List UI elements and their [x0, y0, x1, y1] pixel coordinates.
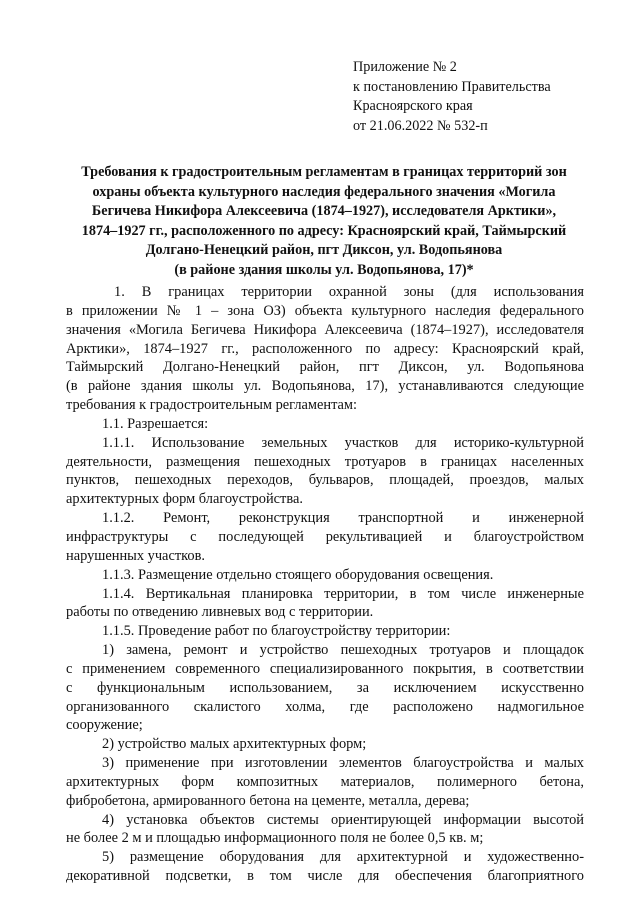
- body-line: в приложении № 1 – зона ОЗ) объекта культурного наследия федерального: [66, 302, 584, 319]
- body-line: организованного скалистого холма, где расположено надмогильное: [66, 698, 584, 715]
- body-line: Арктики», 1874–1927 гг., расположенного по адресу: Красноярский край,: [66, 340, 584, 357]
- body-line: сооружение;: [66, 717, 143, 734]
- body-line: 4) установка объектов системы ориентирующей информации высотой: [102, 811, 584, 828]
- body-line: не более 2 м и площадью информационного поля не более 0,5 кв. м;: [66, 830, 484, 847]
- body-line: 1. В границах территории охранной зоны (для использования: [114, 284, 584, 300]
- body-line: с функциональным использованием, за исключением искусственно: [66, 679, 584, 696]
- body-line: требования к градостроительным регламентам:: [66, 397, 358, 414]
- body-line: 1) замена, ремонт и устройство пешеходных тротуаров и площадок: [102, 642, 584, 659]
- title-line: охраны объекта культурного наследия федерального значения «Могила: [92, 183, 556, 200]
- body-line: (в районе здания школы ул. Водопьянова, 17), устанавливаются следующие: [66, 378, 584, 395]
- body-line: значения «Могила Бегичева Никифора Алексеевича (1874–1927), исследователя: [66, 321, 584, 338]
- appendix-line: от 21.06.2022 № 532-п: [353, 117, 488, 134]
- body-line: с применением современного специализированного покрытия, в соответствии: [66, 660, 584, 677]
- body-line: пунктов, пешеходных переходов, бульваров, площадей, проездов, малых: [66, 472, 584, 489]
- body-line: фибробетона, армированного бетона на цементе, металла, дерева;: [66, 792, 470, 809]
- appendix-header: [353, 58, 551, 136]
- body-line: 2) устройство малых архитектурных форм;: [102, 736, 367, 753]
- body-line: архитектурных форм композитных материалов, полимерного бетона,: [66, 773, 584, 790]
- body-line: 3) применение при изготовлении элементов благоустройства и малых: [102, 755, 584, 772]
- body-line: 1.1.5. Проведение работ по благоустройству территории:: [102, 623, 451, 640]
- body-line: Таймырский Долгано-Ненецкий район, пгт Диксон, ул. Водопьянова: [66, 359, 584, 376]
- document-title: [62, 163, 586, 281]
- body-line: работы по отведению ливневых вод с территории.: [66, 604, 374, 621]
- body-line: 1.1.4. Вертикальная планировка территории, в том числе инженерные: [102, 585, 584, 602]
- body-line: 1.1.1. Использование земельных участков для историко-культурной: [102, 434, 584, 451]
- title-line: Требования к градостроительным регламентам в границах территорий зон: [81, 164, 567, 180]
- body-line: 5) размещение оборудования для архитектурной и художественно-: [102, 849, 584, 866]
- body-line: нарушенных участков.: [66, 547, 205, 564]
- body-line: архитектурных форм благоустройства.: [66, 491, 303, 508]
- title-line: (в районе здания школы ул. Водопьянова, 17)*: [174, 261, 474, 278]
- title-line: 1874–1927 гг., расположенного по адресу: Красноярский край, Таймырский: [81, 222, 567, 239]
- title-line: Бегичева Никифора Алексеевича (1874–1927), исследователя Арктики»,: [91, 203, 557, 220]
- body-line: 1.1.3. Размещение отдельно стоящего оборудования освещения.: [102, 566, 494, 583]
- title-line: Долгано-Ненецкий район, пгт Диксон, ул. Водопьянова: [145, 242, 503, 259]
- appendix-line: Красноярского края: [353, 98, 473, 114]
- body-line: декоративной подсветки, в том числе для обеспечения благоприятного: [66, 868, 584, 885]
- appendix-line: к постановлению Правительства: [353, 78, 551, 95]
- appendix-line: Приложение № 2: [353, 59, 457, 75]
- body-line: 1.1. Разрешается:: [102, 415, 209, 432]
- body-line: 1.1.2. Ремонт, реконструкция транспортной и инженерной: [102, 510, 584, 527]
- body-line: инфраструктуры с последующей рекультивацией и благоустройством: [66, 528, 584, 545]
- body-line: деятельности, размещения пешеходных тротуаров в границах населенных: [66, 453, 584, 470]
- document-body: [66, 283, 584, 886]
